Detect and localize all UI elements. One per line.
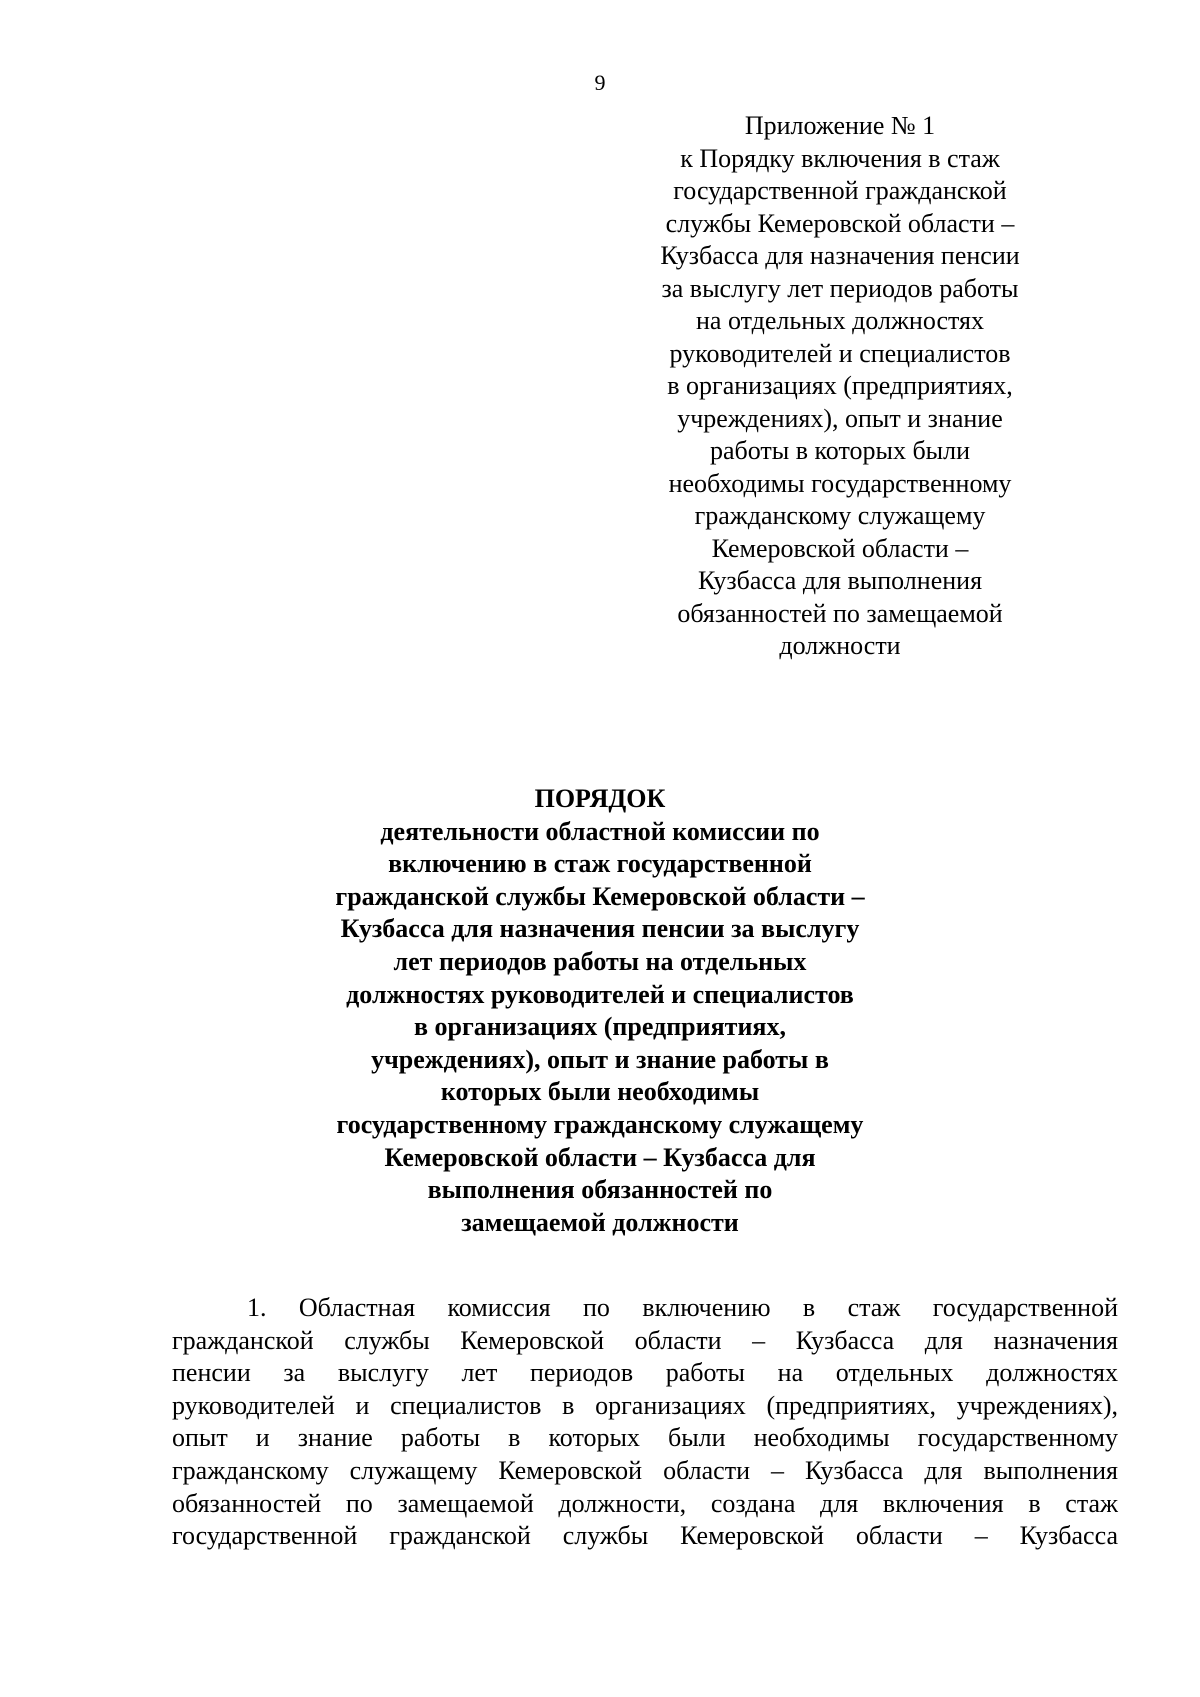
- paragraph-line: обязанностей по замещаемой должности, создана для включения в стаж: [172, 1488, 1118, 1518]
- body-paragraph: [172, 1292, 1118, 1553]
- appendix-line: руководителей и специалистов: [669, 338, 1011, 368]
- appendix-line: государственной гражданской: [673, 176, 1007, 205]
- title-line: учреждениях), опыт и знание работы в: [371, 1044, 829, 1074]
- appendix-line: обязанностей по замещаемой: [677, 598, 1003, 628]
- appendix-line: к Порядку включения в стаж: [680, 143, 1000, 173]
- title-heading: ПОРЯДОК: [534, 784, 666, 813]
- title-line: Кузбасса для назначения пенсии за выслугу: [340, 914, 860, 944]
- paragraph-line: руководителей и специалистов в организациях (предприятиях, учреждениях),: [172, 1390, 1118, 1420]
- appendix-line: за выслугу лет периодов работы: [661, 273, 1019, 303]
- paragraph-line: 1. Областная комиссия по включению в стаж государственной: [247, 1293, 1118, 1322]
- appendix-line: учреждениях), опыт и знание: [677, 403, 1003, 433]
- title-line: лет периодов работы на отдельных: [393, 946, 807, 976]
- appendix-line: необходимы государственному: [668, 468, 1012, 498]
- appendix-line: Приложение № 1: [744, 111, 936, 140]
- title-line: выполнения обязанностей по: [427, 1175, 773, 1205]
- paragraph-line: пенсии за выслугу лет периодов работы на отдельных должностях: [172, 1358, 1118, 1388]
- paragraph-line: гражданской службы Кемеровской области – Кузбасса для назначения: [172, 1325, 1118, 1355]
- title-line: в организациях (предприятиях,: [414, 1012, 786, 1042]
- appendix-header: [620, 110, 1060, 663]
- appendix-line: Кузбасса для выполнения: [697, 566, 983, 595]
- page-number: 9: [594, 70, 606, 95]
- appendix-line: в организациях (предприятиях,: [667, 371, 1013, 400]
- appendix-line: Кузбасса для назначения пенсии: [660, 241, 1020, 270]
- appendix-line: работы в которых были: [709, 436, 971, 465]
- paragraph-line: государственной гражданской службы Кемеровской области – Кузбасса: [172, 1521, 1118, 1551]
- title-line: государственному гражданскому служащему: [336, 1109, 864, 1139]
- title-line: которых были необходимы: [440, 1077, 760, 1107]
- appendix-line: на отдельных должностях: [695, 306, 985, 335]
- title-line: включению в стаж государственной: [388, 849, 812, 879]
- appendix-line: гражданскому служащему: [694, 501, 986, 530]
- document-title: [300, 783, 900, 1239]
- appendix-line: службы Кемеровской области –: [665, 208, 1015, 238]
- paragraph-line: гражданскому служащему Кемеровской области – Кузбасса для выполнения: [172, 1455, 1118, 1485]
- title-line: деятельности областной комиссии по: [380, 816, 820, 846]
- title-line: гражданской службы Кемеровской области –: [335, 881, 865, 911]
- appendix-line: Кемеровской области –: [711, 533, 969, 563]
- title-line: Кемеровской области – Кузбасса для: [384, 1142, 816, 1172]
- appendix-line: должности: [779, 631, 901, 660]
- paragraph-line: опыт и знание работы в которых были необходимы государственному: [172, 1423, 1118, 1453]
- title-line: должностях руководителей и специалистов: [346, 979, 854, 1009]
- title-line: замещаемой должности: [461, 1207, 739, 1237]
